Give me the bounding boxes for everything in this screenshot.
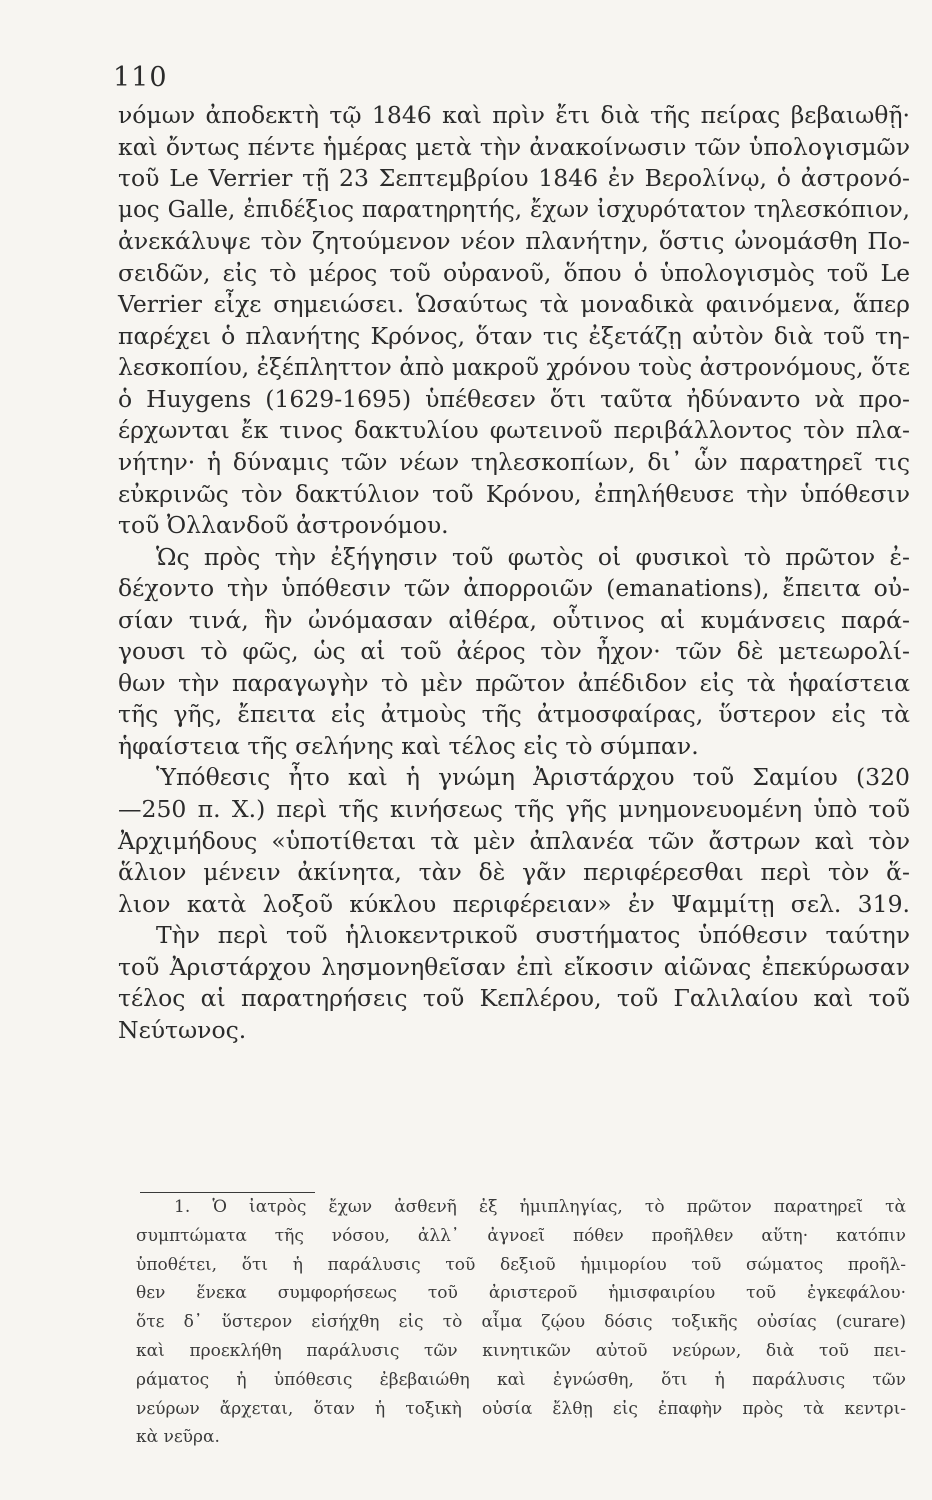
text-line: τέλος αἱ παρατηρήσεις τοῦ Κεπλέρου, τοῦ Γαλιλαίου καὶ τοῦ [118,984,910,1013]
text-line: τοῦ Ἀριστάρχου λησμονηθεῖσαν ἐπὶ εἴκοσιν αἰῶνας ἐπεκύρωσαν [118,952,910,981]
text-line: μος Galle, ἐπιδέξιος παρατηρητής, ἔχων ἰσχυρότατον τηλεσκόπιον, [118,196,910,223]
text-line: σειδῶν, εἰς τὸ μέρος τοῦ οὐρανοῦ, ὅπου ὁ ὑπολογισμὸς τοῦ Le [118,258,910,287]
text-line: εὐκρινῶς τὸν δακτύλιον τοῦ Κρόνου, ἐπηλήθευσε τὴν ὑπόθεσιν [118,479,910,508]
footnote-line: συμπτώματα τῆς νόσου, ἀλλ᾽ ἀγνοεῖ πόθεν προῆλθεν αὕτη· κατόπιν [136,1225,906,1246]
footnote-line: κὰ νεῦρα. [136,1427,220,1448]
text-line: τοῦ Le Verrier τῇ 23 Σεπτεμβρίου 1846 ἐν Βερολίνῳ, ὁ ἀστρονό- [118,164,910,193]
footnote-line: 1. Ὁ ἰατρὸς ἔχων ἀσθενῆ ἐξ ἡμιπληγίας, τὸ πρῶτον παρατηρεῖ τὰ [174,1197,906,1217]
footnote-line: θεν ἕνεκα συμφορήσεως τοῦ ἀριστεροῦ ἡμισφαιρίου τοῦ ἐγκεφάλου· [136,1283,906,1304]
footnote-line: νεύρων ἄρχεται, ὅταν ἡ τοξικὴ οὐσία ἔλθῃ εἰς ἐπαφὴν πρὸς τὰ κεντρι- [136,1398,906,1419]
text-line: θων τὴν παραγωγὴν τὸ μὲν πρῶτον ἀπέδιδον εἰς τὰ ἡφαίστεια [118,668,910,697]
footnote-line: ὅτε δ᾽ ὕστερον εἰσήχθη εἰς τὸ αἷμα ζῴου δόσις τοξικῆς οὐσίας (curare) [136,1312,906,1333]
page-number: 110 [113,62,168,93]
text-line: Νεύτωνος. [118,1015,247,1044]
text-line: τοῦ Ὀλλανδοῦ ἀστρονόμου. [118,511,449,540]
text-line: Ὡς πρὸς τὴν ἐξήγησιν τοῦ φωτὸς οἱ φυσικοὶ τὸ πρῶτον ἐ- [156,542,910,571]
text-line: δέχοντο τὴν ὑπόθεσιν τῶν ἀπορροιῶν (emanations), ἔπειτα οὐ- [118,574,910,603]
main-text [118,100,910,1046]
text-line: ἅλιον μένειν ἀκίνητα, τὰν δὲ γᾶν περιφέρεσθαι περὶ τὸν ἅ- [118,858,910,887]
footnote-line: ράματος ἡ ὑπόθεσις ἐβεβαιώθη καὶ ἐγνώσθη, ὅτι ἡ παράλυσις τῶν [136,1369,906,1390]
text-line: Ὑπόθεσις ἦτο καὶ ἡ γνώμη Ἀριστάρχου τοῦ Σαμίου (320 [156,763,910,792]
footnote-line: ὑποθέτει, ὅτι ἡ παράλυσις τοῦ δεξιοῦ ἡμιμορίου τοῦ σώματος προῆλ- [136,1254,906,1275]
text-line: παρέχει ὁ πλανήτης Κρόνος, ὅταν τις ἐξετάζῃ αὐτὸν διὰ τοῦ τη- [118,321,910,350]
text-line: —250 π. Χ.) περὶ τῆς κινήσεως τῆς γῆς μνημονευομένη ὑπὸ τοῦ [118,795,910,824]
text-line: λεσκοπίου, ἐξέπληττον ἀπὸ μακροῦ χρόνου τοὺς ἀστρονόμους, ὅτε [118,354,910,382]
text-line: γουσι τὸ φῶς, ὡς αἱ τοῦ ἀέρος τὸν ἦχον· τῶν δὲ μετεωρολί- [118,637,910,666]
footnote-line: καὶ προεκλήθη παράλυσις τῶν κινητικῶν αὐτοῦ νεύρων, διὰ τοῦ πει- [136,1340,906,1361]
text-line: σίαν τινά, ἣν ὠνόμασαν αἰθέρα, οὗτινος αἱ κυμάνσεις παρά- [118,605,910,634]
text-line: ἀνεκάλυψε τὸν ζητούμενον νέον πλανήτην, ὅστις ὠνομάσθη Πο- [118,227,910,256]
text-line: τῆς γῆς, ἔπειτα εἰς ἀτμοὺς τῆς ἀτμοσφαίρας, ὕστερον εἰς τὰ [118,700,910,729]
text-line: Verrier εἶχε σημειώσει. Ὡσαύτως τὰ μοναδικὰ φαινόμενα, ἅπερ [118,290,910,319]
text-line: λιον κατὰ λοξοῦ κύκλου περιφέρειαν» ἐν Ψαμμίτῃ σελ. 319. [118,889,910,918]
text-line: νόμων ἀποδεκτὴ τῷ 1846 καὶ πρὶν ἔτι διὰ τῆς πείρας βεβαιωθῇ· [118,101,910,129]
text-line: ἡφαίστεια τῆς σελήνης καὶ τέλος εἰς τὸ σύμπαν. [118,731,699,760]
text-line: καὶ ὄντως πέντε ἡμέρας μετὰ τὴν ἀνακοίνωσιν τῶν ὑπολογισμῶν [118,132,910,161]
text-line: νήτην· ἡ δύναμις τῶν νέων τηλεσκοπίων, δι᾽ ὧν παρατηρεῖ τις [118,448,910,477]
text-line: έρχωνται ἔκ τινος δακτυλίου φωτεινοῦ περιβάλλοντος τὸν πλα- [118,416,910,445]
text-line: Τὴν περὶ τοῦ ἡλιοκεντρικοῦ συστήματος ὑπόθεσιν ταύτην [156,921,910,950]
footnote [136,1193,906,1452]
text-line: ὁ Huygens (1629-1695) ὑπέθεσεν ὅτι ταῦτα ἠδύναντο νὰ προ- [118,384,910,413]
text-line: Ἀρχιμήδους «ὑποτίθεται τὰ μὲν ἀπλανέα τῶν ἄστρων καὶ τὸν [118,826,910,855]
